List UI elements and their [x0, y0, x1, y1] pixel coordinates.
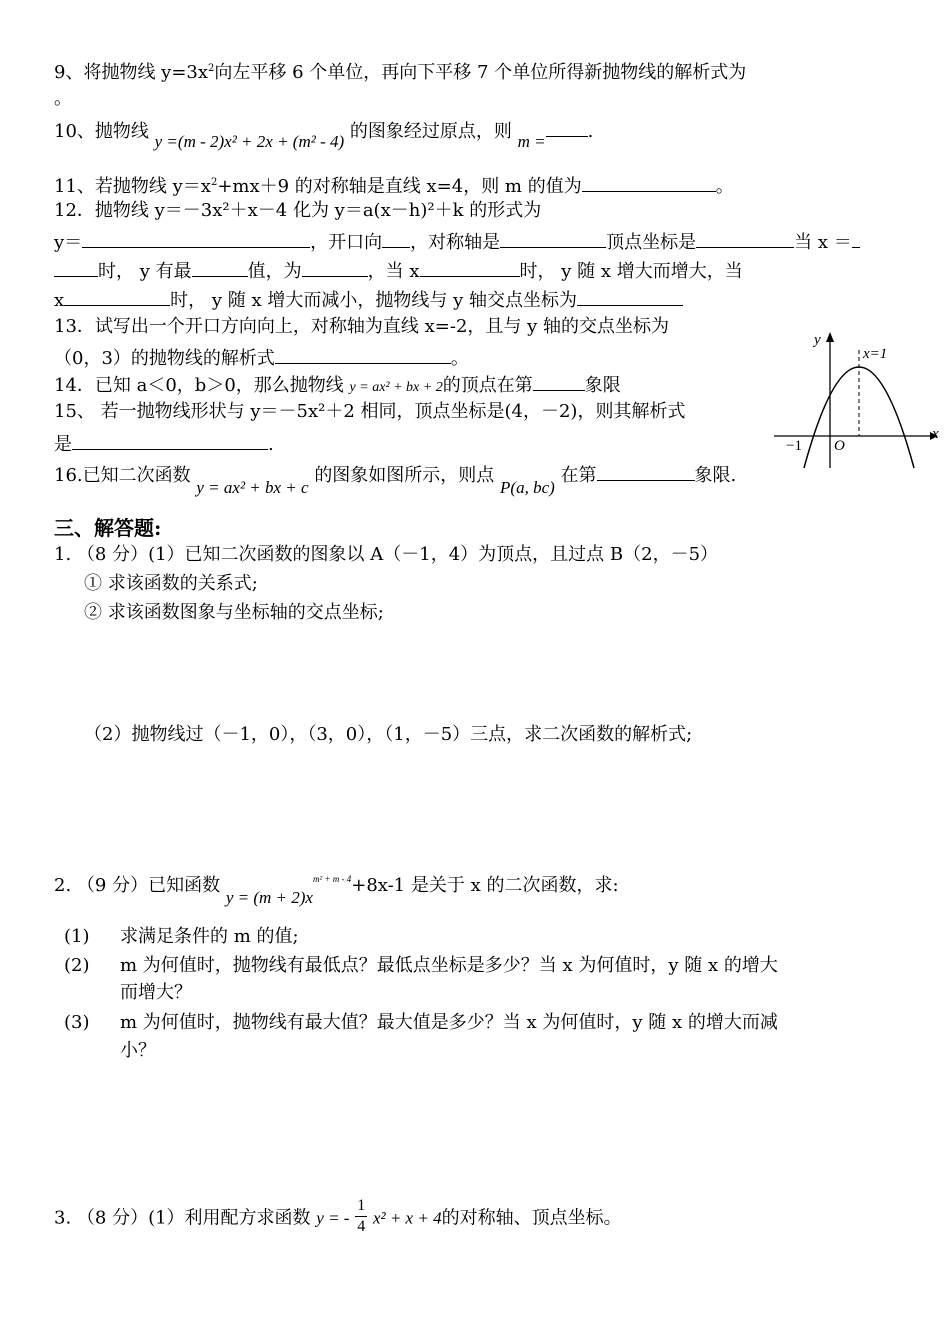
q12-blank-dec[interactable]	[64, 287, 170, 306]
q12-l4	[54, 287, 683, 312]
p2-i1-text: 求满足条件的 m 的值;	[120, 926, 299, 947]
q16-text: 16.已知二次函数	[54, 465, 191, 486]
p2-i3-num: (3)	[64, 1012, 90, 1033]
q12-l3	[54, 258, 743, 283]
q12-l3b: 值，为	[247, 261, 302, 282]
q14-text: 14．已知 a＜0，b＞0，那么抛物线	[54, 375, 344, 396]
q10-end: .	[587, 121, 594, 142]
q10-blank[interactable]	[546, 118, 588, 137]
q12-l2b: ，开口向	[310, 232, 383, 253]
p2-text: 2. （9 分）已知函数	[54, 875, 221, 896]
p3-line	[54, 1198, 622, 1239]
p2-i3b: 小？	[120, 1040, 156, 1061]
q15-l2	[54, 431, 274, 456]
q15-l2a: 是	[54, 434, 72, 455]
q12-l2e: 当 x ＝	[794, 232, 852, 253]
q15-blank[interactable]	[72, 431, 268, 450]
q12-blank-yint[interactable]	[577, 287, 683, 306]
q10-text: 10、抛物线	[54, 121, 149, 142]
q13-blank[interactable]	[275, 345, 451, 364]
p2-l1	[54, 870, 619, 907]
p1-l3: ② 求该函数图象与坐标轴的交点坐标;	[84, 602, 384, 623]
p2-i2-text: m 为何值时，抛物线有最低点？最低点坐标是多少？当 x 为何值时，y 随 x 的增大	[120, 955, 778, 976]
q12-l2	[54, 229, 860, 254]
q12-blank-vertex[interactable]	[696, 229, 794, 248]
p1-l1: 1. （8 分）(1）已知二次函数的图象以 A（－1，4）为顶点，且过点 B（2，－5）	[54, 544, 719, 565]
q15-l1: 15、 若一抛物线形状与 y＝－5x²＋2 相同，顶点坐标是(4，－2)，则其解析式	[54, 401, 686, 422]
q12-l3a: 时， y 有最	[98, 261, 192, 282]
origin-label: O	[834, 438, 845, 454]
p3-numerator: 1	[355, 1196, 367, 1217]
q13-l2b: 。	[450, 348, 469, 369]
p2-i1-num: (1)	[64, 926, 90, 947]
q16-blank[interactable]	[597, 462, 695, 481]
p2-i2b: 而增大？	[120, 982, 192, 1003]
q12-blank-extreme[interactable]	[192, 258, 248, 277]
q12-blank-inc[interactable]	[420, 258, 520, 277]
q12-l1: 12．抛物线 y＝－3x²＋x－4 化为 y＝a(x－h)²＋k 的形式为	[54, 200, 542, 221]
q9-sup: 2	[208, 63, 215, 74]
q16-point: P(a, bc)	[500, 478, 555, 497]
q11-blank[interactable]	[582, 173, 716, 192]
q11-line	[54, 172, 734, 198]
parabola-graph	[770, 328, 945, 478]
q11-text: 11、若抛物线 y＝x	[54, 176, 211, 197]
q12-l4b: 时， y 随 x 增大而减小，抛物线与 y 轴交点坐标为	[170, 290, 577, 311]
q14-blank[interactable]	[533, 372, 585, 391]
p3-fraction	[355, 1196, 367, 1237]
q12-l2d: 顶点坐标是	[606, 232, 697, 253]
q9-text2: 向左平移 6 个单位，再向下平移 7 个单位所得新抛物线的解析式为	[214, 62, 747, 83]
q12-l3d: 时， y 随 x 增大而增大，当	[519, 261, 743, 282]
p2-i1	[64, 926, 299, 948]
q16-text2: 的图象如图所示，则点	[314, 465, 495, 486]
q14-formula: y = ax² + bx + 2	[349, 380, 443, 395]
q15-l2b: .	[268, 434, 274, 455]
p2-formula: y = (m + 2)x	[225, 888, 313, 907]
q12-blank-axis[interactable]	[500, 229, 606, 248]
axis-label: x=1	[863, 346, 888, 362]
x-label: x	[932, 426, 939, 442]
q10-formula: y =(m - 2)x² + 2x + (m² - 4)	[154, 132, 345, 151]
p2-i3	[64, 1012, 778, 1034]
q16-formula: y = ax² + bx + c	[196, 478, 309, 497]
q12-l4a: x	[54, 290, 65, 311]
q10-m: m =	[517, 132, 546, 151]
q11-text2: +mx＋9 的对称轴是直线 x=4，则 m 的值为	[217, 176, 582, 197]
y-label: y	[814, 332, 821, 348]
q16-line	[54, 462, 737, 497]
q9-end: 。	[54, 88, 72, 109]
q16-text3: 在第	[560, 465, 597, 486]
p3-text: 3. （8 分）(1）利用配方求函数	[54, 1207, 311, 1229]
p1-l4: （2）抛物线过（－1，0），（3，0），（1，－5）三点，求二次函数的解析式;	[84, 724, 693, 745]
q10-line	[54, 118, 594, 151]
q12-l2c: ，对称轴是	[410, 232, 501, 253]
p3-y: y = -	[316, 1208, 350, 1228]
p2-i2-num: (2)	[64, 955, 90, 976]
parabola-curve	[804, 367, 914, 468]
section-title: 三、解答题:	[54, 516, 162, 540]
q12-blank-open[interactable]	[382, 229, 410, 248]
q13-l1: 13．试写出一个开口方向向上，对称轴为直线 x=-2，且与 y 轴的交点坐标为	[54, 316, 670, 337]
q9-text: 9、将抛物线 y=3x	[54, 62, 209, 83]
q12-l3c: ，当 x	[367, 261, 420, 282]
q9-line	[54, 58, 746, 84]
q14-line	[54, 372, 621, 399]
p2-i2	[64, 955, 778, 977]
q11-sup: 2	[210, 177, 218, 188]
q13-l2	[54, 345, 469, 370]
y-axis-arrow-icon	[826, 332, 834, 342]
q12-blank-value[interactable]	[302, 258, 368, 277]
p2-i3-text: m 为何值时，抛物线有最大值？最大值是多少？当 x 为何值时，y 随 x 的增大而减	[120, 1012, 778, 1033]
p2-text2: +8x-1 是关于 x 的二次函数，求:	[351, 875, 619, 896]
q14-text3: 象限	[584, 375, 621, 396]
q13-l2a: （0，3）的抛物线的解析式	[54, 348, 275, 369]
q12-blank-x1b[interactable]	[54, 258, 98, 277]
neg-one-label: −1	[786, 438, 802, 454]
q12-l2a: y＝	[54, 232, 83, 253]
p3-rest: x² + x + 4	[372, 1208, 442, 1228]
q10-text2: 的图象经过原点，则	[349, 121, 512, 142]
p3-denominator: 4	[357, 1218, 366, 1235]
p3-text2: 的对称轴、顶点坐标。	[441, 1207, 622, 1229]
q12-blank-form[interactable]	[82, 229, 310, 248]
q11-end: 。	[715, 176, 734, 197]
q12-blank-x1[interactable]	[852, 229, 860, 248]
p2-exponent: m² + m - 4	[312, 874, 352, 884]
q16-text4: 象限.	[694, 465, 737, 486]
p1-l2: ① 求该函数的关系式;	[84, 573, 258, 594]
q14-text2: 的顶点在第	[442, 375, 533, 396]
